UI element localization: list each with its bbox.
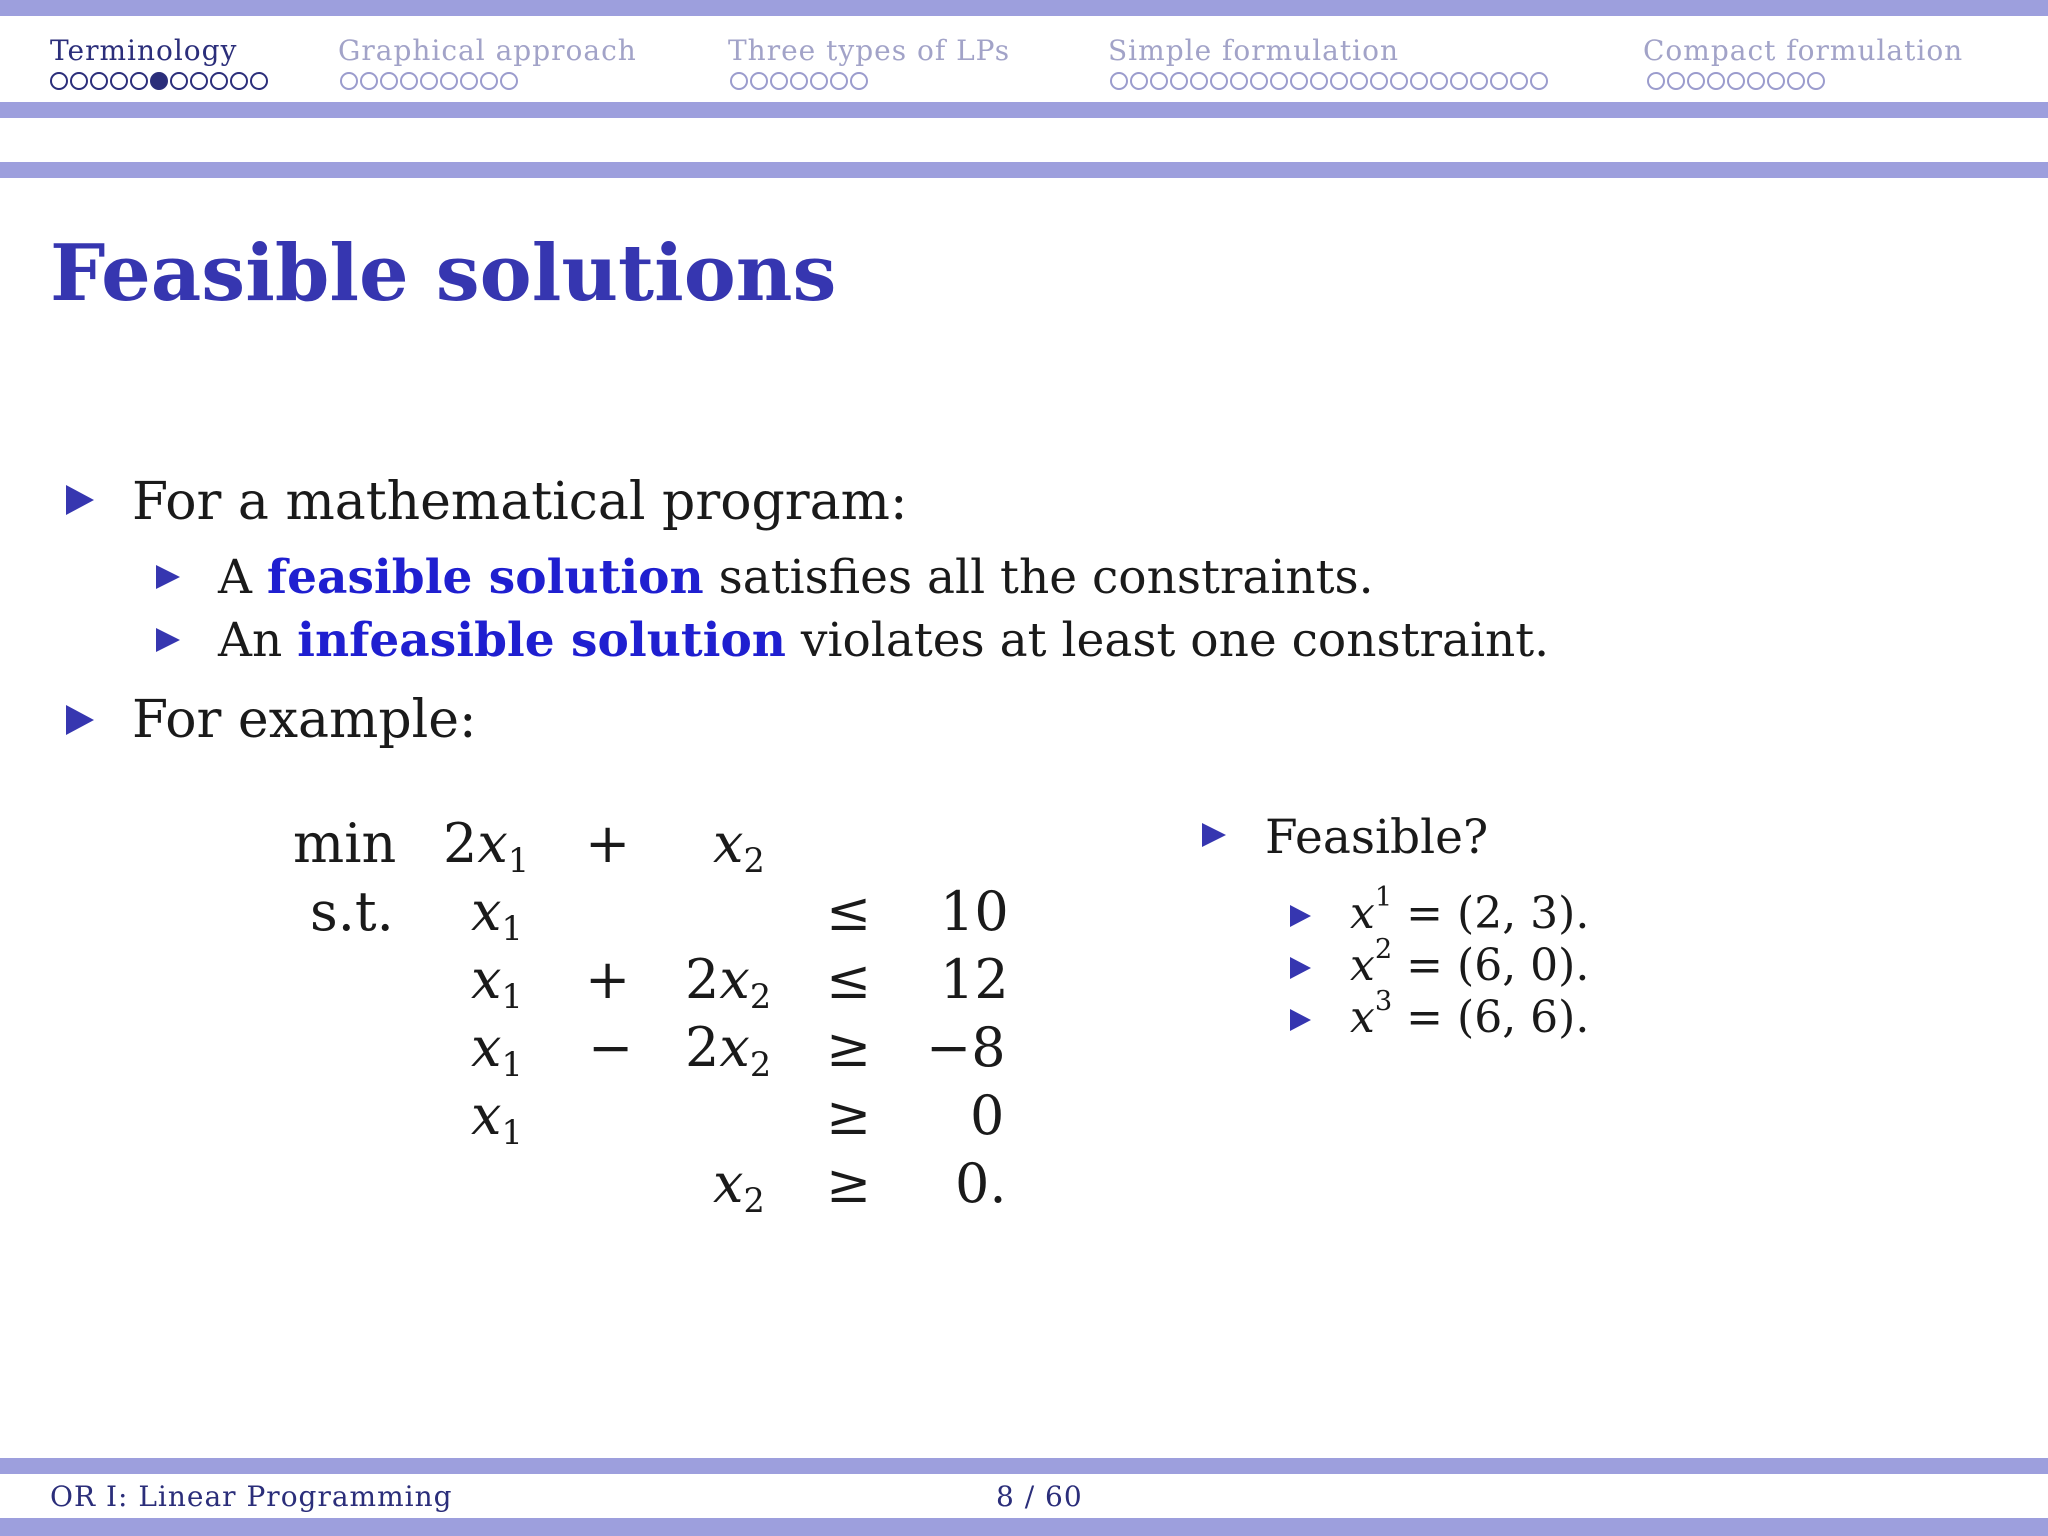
coefficient: 2 bbox=[685, 948, 720, 1011]
nav-dot[interactable] bbox=[1470, 72, 1488, 90]
nav-dot[interactable] bbox=[1150, 72, 1168, 90]
subscript: 1 bbox=[501, 909, 523, 949]
header-top-stripe bbox=[0, 0, 2048, 16]
min-keyword: min bbox=[293, 812, 397, 875]
variable: x bbox=[713, 812, 744, 875]
nav-dot[interactable] bbox=[340, 72, 358, 90]
variable: x bbox=[1350, 992, 1375, 1043]
sub-bullet-triangle-icon bbox=[156, 565, 180, 589]
sub-bullet-triangle-icon bbox=[1290, 905, 1311, 927]
slide-title: Feasible solutions bbox=[50, 228, 837, 319]
constraint-2-x1 bbox=[471, 948, 523, 1016]
subscript: 1 bbox=[501, 1113, 523, 1153]
nav-dot[interactable] bbox=[1170, 72, 1188, 90]
nav-section-three-types[interactable]: Three types of LPs bbox=[728, 34, 1011, 67]
candidate-x3 bbox=[1350, 986, 1590, 1043]
minus-operator: − bbox=[588, 1016, 634, 1079]
variable: x bbox=[719, 948, 750, 1011]
constraint-3-relation: ≥ bbox=[826, 1016, 872, 1079]
superscript: 3 bbox=[1374, 986, 1393, 1018]
nav-dot[interactable] bbox=[730, 72, 748, 90]
nonnegativity-x2 bbox=[713, 1152, 765, 1220]
nav-dot[interactable] bbox=[1707, 72, 1725, 90]
nav-dot[interactable] bbox=[360, 72, 378, 90]
nonnegativity-x2-rhs: 0. bbox=[955, 1152, 1007, 1215]
nav-dot[interactable] bbox=[1430, 72, 1448, 90]
nonnegativity-x1-relation: ≥ bbox=[826, 1084, 872, 1147]
constraint-3-x1 bbox=[471, 1016, 523, 1084]
subscript: 1 bbox=[507, 841, 530, 881]
nav-dot[interactable] bbox=[1767, 72, 1785, 90]
nav-dot[interactable] bbox=[770, 72, 788, 90]
nav-dot[interactable] bbox=[810, 72, 828, 90]
nav-dot[interactable] bbox=[1727, 72, 1745, 90]
nav-dot[interactable] bbox=[90, 72, 108, 90]
nav-dot[interactable] bbox=[110, 72, 128, 90]
nav-dot-current[interactable] bbox=[150, 72, 168, 90]
nav-dot[interactable] bbox=[1350, 72, 1368, 90]
nav-dot[interactable] bbox=[380, 72, 398, 90]
nav-section-terminology[interactable]: Terminology bbox=[50, 34, 238, 67]
constraint-3-rhs: −8 bbox=[926, 1016, 1006, 1079]
nav-dots-three-types[interactable] bbox=[730, 72, 868, 90]
constraint-2-relation: ≤ bbox=[826, 948, 872, 1011]
header-bottom-stripe bbox=[0, 102, 2048, 118]
nav-dot[interactable] bbox=[1230, 72, 1248, 90]
nav-dot[interactable] bbox=[750, 72, 768, 90]
plus-operator: + bbox=[585, 948, 631, 1011]
nav-section-simple-formulation[interactable]: Simple formulation bbox=[1108, 34, 1399, 67]
footer-bottom-stripe bbox=[0, 1518, 2048, 1536]
footer-top-stripe bbox=[0, 1458, 2048, 1474]
term-infeasible-solution: infeasible solution bbox=[297, 613, 786, 668]
candidate-x1 bbox=[1350, 882, 1590, 939]
nav-dots-terminology[interactable] bbox=[50, 72, 268, 90]
nav-dot[interactable] bbox=[1807, 72, 1825, 90]
constraint-1-rhs: 10 bbox=[940, 880, 1009, 943]
nav-dot[interactable] bbox=[250, 72, 268, 90]
bullet-triangle-icon bbox=[1202, 823, 1226, 847]
variable: x bbox=[1350, 940, 1375, 991]
subject-to-keyword: s.t. bbox=[310, 880, 394, 943]
variable: x bbox=[471, 1016, 502, 1079]
nav-dot[interactable] bbox=[1110, 72, 1128, 90]
plus-operator: + bbox=[585, 812, 631, 875]
nav-dots-graphical-approach[interactable] bbox=[340, 72, 518, 90]
nav-dot[interactable] bbox=[1270, 72, 1288, 90]
superscript: 1 bbox=[1374, 882, 1393, 914]
constraint-3-x2 bbox=[685, 1016, 771, 1084]
constraint-1-relation: ≤ bbox=[826, 880, 872, 943]
variable: x bbox=[471, 1084, 502, 1147]
nav-dot[interactable] bbox=[1787, 72, 1805, 90]
nonnegativity-x1 bbox=[471, 1084, 523, 1152]
nav-dot[interactable] bbox=[1250, 72, 1268, 90]
candidate-value: = (6, 0). bbox=[1392, 940, 1590, 991]
nav-dot[interactable] bbox=[130, 72, 148, 90]
term-feasible-solution: feasible solution bbox=[266, 550, 704, 605]
nav-dot[interactable] bbox=[1370, 72, 1388, 90]
nonnegativity-x2-relation: ≥ bbox=[826, 1152, 872, 1215]
nav-dot[interactable] bbox=[480, 72, 498, 90]
coefficient: 2 bbox=[685, 1016, 720, 1079]
nav-dot[interactable] bbox=[1747, 72, 1765, 90]
sub-bullet-text: violates at least one constraint. bbox=[785, 613, 1550, 668]
candidate-value: = (6, 6). bbox=[1392, 992, 1590, 1043]
subscript: 2 bbox=[743, 841, 765, 881]
sub-bullet-text: A bbox=[218, 550, 267, 605]
candidate-value: = (2, 3). bbox=[1392, 888, 1590, 939]
nav-dot[interactable] bbox=[210, 72, 228, 90]
nav-section-graphical-approach[interactable]: Graphical approach bbox=[338, 34, 637, 67]
bullet-mathematical-program: For a mathematical program: bbox=[132, 472, 908, 532]
sub-bullet-triangle-icon bbox=[1290, 1009, 1311, 1031]
objective-term-x1 bbox=[443, 812, 529, 880]
nav-dot[interactable] bbox=[400, 72, 418, 90]
nav-dot[interactable] bbox=[70, 72, 88, 90]
footer-page-number: 8 / 60 bbox=[996, 1480, 1083, 1513]
sub-bullet-triangle-icon bbox=[1290, 957, 1311, 979]
subscript: 2 bbox=[749, 977, 772, 1017]
nav-dot[interactable] bbox=[1667, 72, 1685, 90]
nav-dot[interactable] bbox=[1490, 72, 1508, 90]
variable: x bbox=[719, 1016, 750, 1079]
nav-dot[interactable] bbox=[1210, 72, 1228, 90]
subscript: 1 bbox=[501, 1045, 523, 1085]
nav-dot[interactable] bbox=[790, 72, 808, 90]
subscript: 2 bbox=[749, 1045, 772, 1085]
nav-dot[interactable] bbox=[50, 72, 68, 90]
variable: x bbox=[1350, 888, 1375, 939]
nav-dot[interactable] bbox=[170, 72, 188, 90]
feasible-question: Feasible? bbox=[1265, 810, 1489, 865]
nav-dot[interactable] bbox=[230, 72, 248, 90]
nav-dot[interactable] bbox=[830, 72, 848, 90]
variable: x bbox=[713, 1152, 744, 1215]
nav-dot[interactable] bbox=[460, 72, 478, 90]
coefficient: 2 bbox=[443, 812, 478, 875]
candidate-x2 bbox=[1350, 934, 1590, 991]
sub-bullet-feasible bbox=[218, 550, 1374, 605]
objective-term-x2 bbox=[713, 812, 765, 880]
nav-dot[interactable] bbox=[1130, 72, 1148, 90]
nav-dot[interactable] bbox=[440, 72, 458, 90]
superscript: 2 bbox=[1374, 934, 1393, 966]
sub-bullet-infeasible bbox=[218, 613, 1549, 668]
nav-dot[interactable] bbox=[1530, 72, 1548, 90]
variable: x bbox=[477, 812, 508, 875]
nav-dot[interactable] bbox=[1330, 72, 1348, 90]
sub-bullet-text: satisfies all the constraints. bbox=[703, 550, 1374, 605]
bullet-triangle-icon bbox=[66, 705, 94, 735]
nav-dot[interactable] bbox=[1190, 72, 1208, 90]
footer-course-title: OR I: Linear Programming bbox=[50, 1480, 453, 1513]
constraint-1-x1 bbox=[471, 880, 523, 948]
constraint-2-rhs: 12 bbox=[940, 948, 1009, 1011]
nav-dot[interactable] bbox=[850, 72, 868, 90]
nav-dots-simple-formulation[interactable] bbox=[1110, 72, 1548, 90]
nav-dot[interactable] bbox=[420, 72, 438, 90]
nav-dot[interactable] bbox=[1510, 72, 1528, 90]
nonnegativity-x1-rhs: 0 bbox=[970, 1084, 1005, 1147]
sub-bullet-text: An bbox=[218, 613, 298, 668]
bullet-for-example: For example: bbox=[132, 690, 477, 750]
nav-section-compact-formulation[interactable]: Compact formulation bbox=[1643, 34, 1964, 67]
subscript: 1 bbox=[501, 977, 523, 1017]
nav-dot[interactable] bbox=[1450, 72, 1468, 90]
subscript: 2 bbox=[743, 1181, 765, 1221]
nav-dot[interactable] bbox=[1310, 72, 1328, 90]
nav-dot[interactable] bbox=[1290, 72, 1308, 90]
nav-dot[interactable] bbox=[1390, 72, 1408, 90]
sub-bullet-triangle-icon bbox=[156, 628, 180, 652]
nav-dot[interactable] bbox=[500, 72, 518, 90]
nav-dot[interactable] bbox=[190, 72, 208, 90]
variable: x bbox=[471, 948, 502, 1011]
bullet-triangle-icon bbox=[66, 485, 94, 515]
nav-dot[interactable] bbox=[1410, 72, 1428, 90]
variable: x bbox=[471, 880, 502, 943]
nav-dots-compact-formulation[interactable] bbox=[1647, 72, 1825, 90]
constraint-2-x2 bbox=[685, 948, 771, 1016]
nav-dot[interactable] bbox=[1687, 72, 1705, 90]
nav-dot[interactable] bbox=[1647, 72, 1665, 90]
header-divider-stripe bbox=[0, 162, 2048, 178]
